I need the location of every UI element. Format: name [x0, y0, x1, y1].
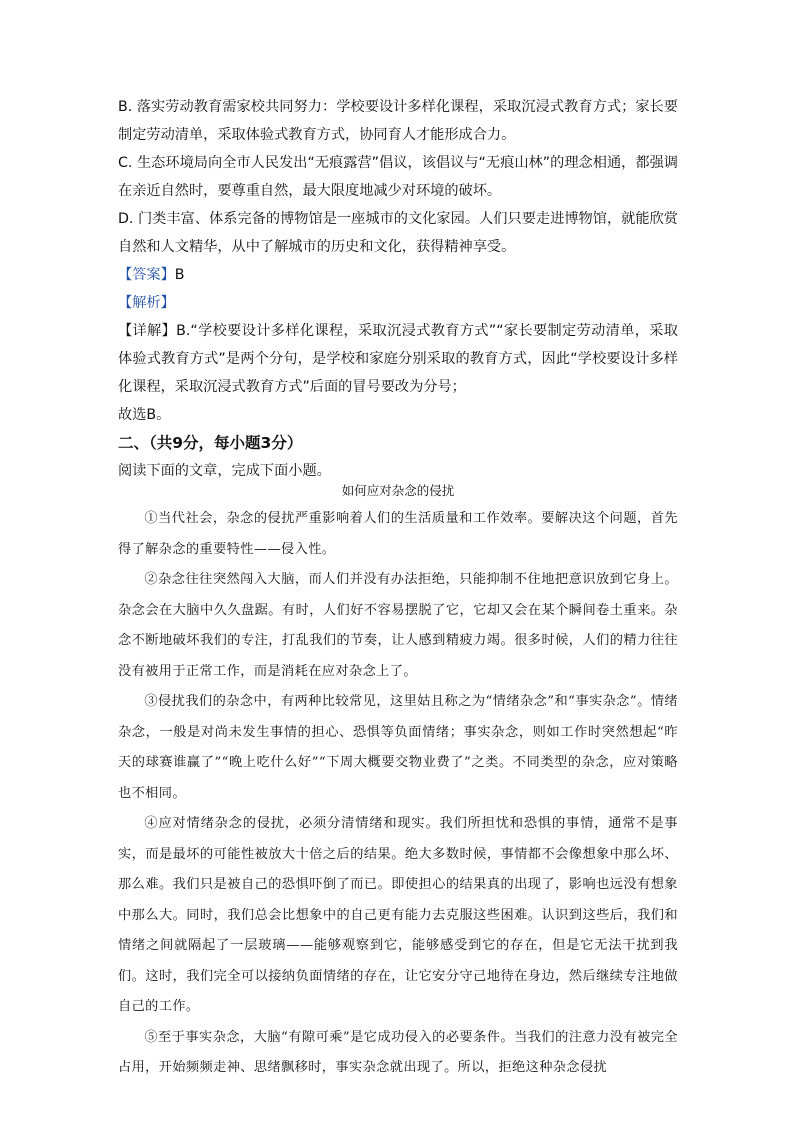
detail-tag: 【详解】 — [118, 323, 177, 339]
option-block — [118, 93, 678, 485]
option-c: C. 生态环境局向全市人民发出“无痕露营”倡议，该倡议与“无痕山林”的理念相通，都强调在亲近自然时，要尊重自然，最大限度地减少对环境的破坏。 — [118, 155, 678, 199]
article-paragraph-2: ②杂念往往突然闯入大脑，而人们并没有办法拒绝，只能抑制不住地把意识放到它身上。杂念会在大脑中久久盘踞。有时，人们好不容易摆脱了它，它却又会在某个瞬间卷土重来。杂念不断地破坏我们的专注，打乱我们的节奏，让人感到精疲力竭。很多时候，人们的精力往往没有被用于正常工作，而是消耗在应对杂念上了。 — [118, 572, 678, 679]
section-instruction: 阅读下面的文章，完成下面小题。 — [118, 463, 331, 479]
answer-tag: 【答案】 — [118, 267, 175, 283]
section-heading: 二、（共9分，每小题3分） — [118, 434, 303, 452]
detail-text: B.“学校要设计多样化课程，采取沉浸式教育方式”“家长要制定劳动清单，采取体验式教育方式”是两个分句，是学校和家庭分别采取的教育方式，因此“学校要设计多样化课程，采取沉浸式教育方式”后面的冒号要改为分号； — [118, 323, 678, 395]
article-title: 如何应对杂念的侵扰 — [341, 483, 455, 498]
detail-paragraph — [118, 317, 678, 401]
answer-value: B — [174, 267, 185, 283]
analysis-tag: 【解析】 — [118, 295, 175, 311]
option-b: B. 落实劳动教育需家校共同努力：学校要设计多样化课程，采取沉浸式教育方式；家长要制定劳动清单，采取体验式教育方式，协同育人才能形成合力。 — [118, 99, 678, 143]
article-paragraph-4: ④应对情绪杂念的侵扰，必须分清情绪和现实。我们所担忧和恐惧的事情，通常不是事实，而是最坏的可能性被放大十倍之后的结果。绝大多数时候，事情都不会像想象中那么坏、那么难。我们只是被自己的恐惧吓倒了而已。即使担心的结果真的出现了，影响也远没有想象中那么大。同时，我们总会比想象中的自己更有能力去克服这些困难。认识到这些后，我们和情绪之间就隔起了一层玻璃——能够观察到它，能够感受到它的存在，但是它无法干扰到我们。这时，我们完全可以接纳负面情绪的存在，让它安分守己地待在身边，然后继续专注地做自己的工作。 — [118, 816, 678, 1014]
answer-line — [118, 261, 678, 289]
conclusion: 故选B。 — [118, 407, 171, 423]
article-paragraph-3: ③侵扰我们的杂念中，有两种比较常见，这里姑且称之为“情绪杂念”和“事实杂念”。情绪杂念，一般是对尚未发生事情的担心、恐惧等负面情绪；事实杂念，则如工作时突然想起“昨天的球赛谁赢了”“晚上吃什么好”“下周大概要交物业费了”之类。不同类型的杂念，应对策略也不相同。 — [118, 694, 678, 801]
article-paragraph-1: ①当代社会，杂念的侵扰严重影响着人们的生活质量和工作效率。要解决这个问题，首先得了解杂念的重要特性——侵入性。 — [118, 511, 678, 557]
article-paragraph-5: ⑤至于事实杂念，大脑“有隙可乘”是它成功侵入的必要条件。当我们的注意力没有被完全占用，开始频频走神、思绪飘移时，事实杂念就出现了。所以，拒绝这种杂念侵扰 — [118, 1029, 678, 1075]
option-d: D. 门类丰富、体系完备的博物馆是一座城市的文化家园。人们只要走进博物馆，就能欣赏自然和人文精华，从中了解城市的历史和文化，获得精神享受。 — [118, 211, 678, 255]
article-body — [118, 504, 678, 1084]
